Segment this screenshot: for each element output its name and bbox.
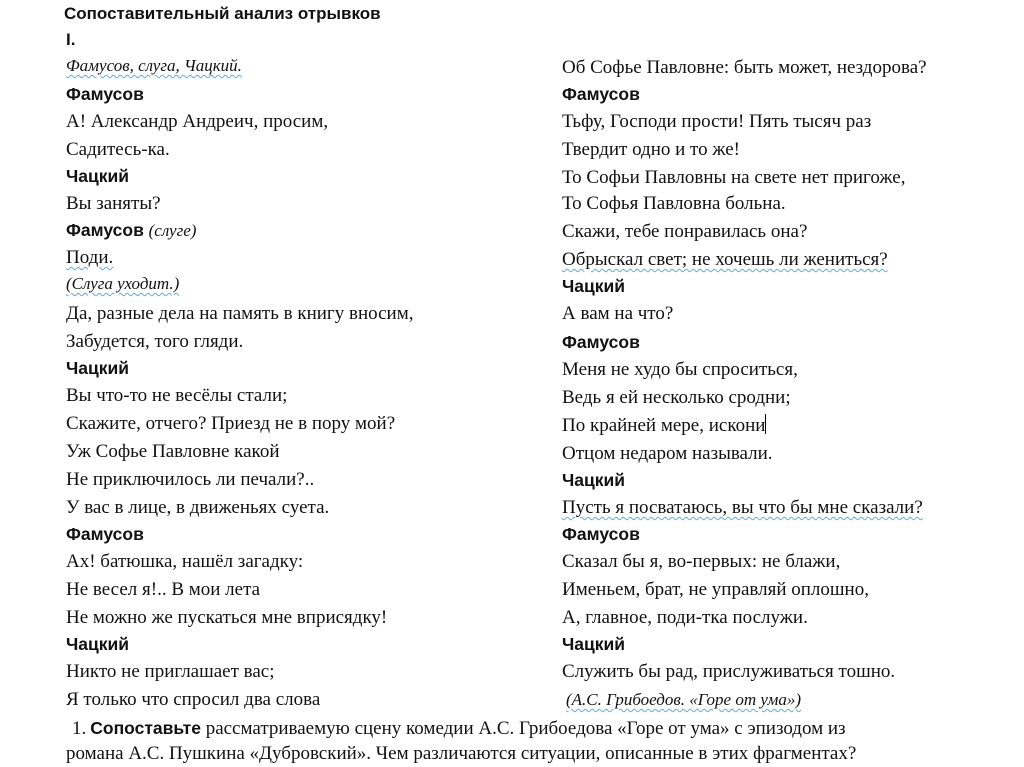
speaker-famusov: Фамусов: [562, 524, 640, 544]
question-text: рассматриваемую сцену комедии А.С. Грибоедова «Горе от ума» с эпизодом из: [205, 718, 846, 739]
verse-line: Об Софье Павловне: быть может, нездорова?: [562, 57, 927, 78]
verse-line: Ах! батюшка, нашёл загадку:: [66, 551, 304, 572]
question-line-1: [72, 716, 846, 741]
verse-line: Никто не приглашает вас;: [66, 661, 275, 682]
verse-line: Вы заняты?: [66, 193, 161, 214]
verse-line: У вас в лице, в движеньях суета.: [66, 497, 330, 518]
stage-direction: (Слуга уходит.): [66, 274, 180, 293]
verse-line: Поди.: [66, 247, 114, 268]
speaker-chatsky: Чацкий: [562, 470, 626, 490]
verse-line: Меня не худо бы спроситься,: [562, 359, 798, 380]
question-keyword: Сопоставьте: [90, 718, 201, 738]
verse-line: То Софьи Павловны на свете нет пригоже,: [562, 167, 906, 188]
verse-line: Тьфу, Господи прости! Пять тысяч раз: [562, 111, 872, 132]
verse-line: Садитесь-ка.: [66, 139, 170, 160]
question-number: 1.: [72, 718, 87, 739]
verse-line: Я только что спросил два слова: [66, 689, 321, 710]
verse-line: А! Александр Андреич, просим,: [66, 111, 329, 132]
speaker-chatsky: Чацкий: [66, 166, 130, 186]
stage-note: (слуге): [148, 221, 197, 240]
verse-line: Не весел я!.. В мои лета: [66, 579, 261, 600]
verse-line: Сказал бы я, во-первых: не блажи,: [562, 551, 841, 572]
text-cursor: [765, 414, 766, 434]
speaker-famusov: Фамусов: [562, 84, 640, 104]
verse-line: Скажи, тебе понравилась она?: [562, 221, 808, 242]
verse-line: Не приключилось ли печали?..: [66, 469, 315, 490]
verse-line: А вам на что?: [562, 303, 674, 324]
verse-line: Скажите, отчего? Приезд не в пору мой?: [66, 413, 396, 434]
verse-line: Ведь я ей несколько сродни;: [562, 387, 791, 408]
source-citation: (А.С. Грибоедов. «Горе от ума»): [566, 690, 802, 709]
verse-line: Забудется, того гляди.: [66, 331, 244, 352]
speaker-chatsky: Чацкий: [66, 358, 130, 378]
speaker-famusov: Фамусов: [562, 332, 640, 352]
verse-line: По крайней мере, искони: [562, 415, 766, 436]
speaker-chatsky: Чацкий: [66, 634, 130, 654]
speaker-chatsky: Чацкий: [562, 634, 626, 654]
verse-line: А, главное, поди-тка послужи.: [562, 607, 808, 628]
verse-line: То Софья Павловна больна.: [562, 193, 786, 214]
section-number: I.: [66, 30, 76, 49]
verse-line: Не можно же пускаться мне вприсядку!: [66, 607, 388, 628]
stage-direction-persons: Фамусов, слуга, Чацкий.: [66, 56, 242, 75]
speaker-famusov: Фамусов: [66, 524, 144, 544]
verse-line: Именьем, брат, не управляй оплошно,: [562, 579, 869, 600]
speaker-chatsky: Чацкий: [562, 276, 626, 296]
question-line-2: романа А.С. Пушкина «Дубровский». Чем различаются ситуации, описанные в этих фрагментах?: [66, 743, 857, 764]
verse-line: Служить бы рад, прислуживаться тошно.: [562, 661, 896, 682]
verse-line: Уж Софье Павловне какой: [66, 441, 280, 462]
verse-line: Отцом недаром называли.: [562, 443, 773, 464]
verse-line: Да, разные дела на память в книгу вносим,: [66, 303, 414, 324]
verse-line: Вы что-то не весёлы стали;: [66, 385, 288, 406]
verse-line: Пусть я посватаюсь, вы что бы мне сказали?: [562, 497, 923, 518]
verse-line: Обрыскал свет; не хочешь ли жениться?: [562, 249, 888, 270]
speaker-famusov: Фамусов: [66, 84, 144, 104]
verse-line: Твердит одно и то же!: [562, 139, 740, 160]
speaker-famusov-with-note: Фамусов (слуге): [66, 220, 197, 240]
document-title: Сопоставительный анализ отрывков: [64, 4, 381, 23]
